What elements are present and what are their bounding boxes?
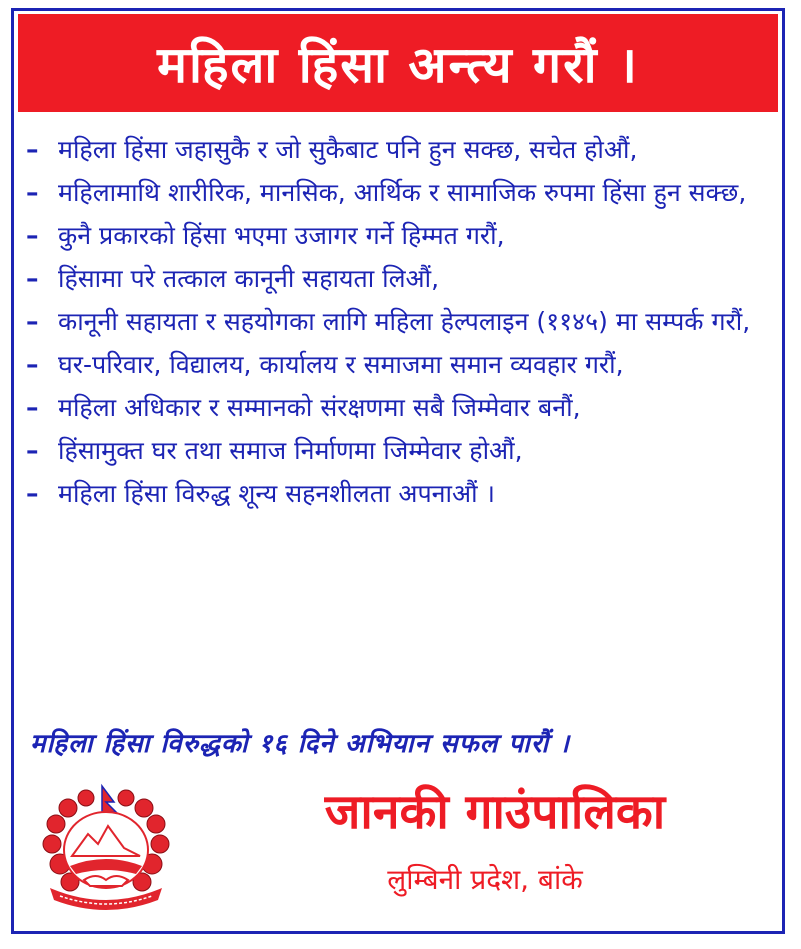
banner-title: महिला हिंसा अन्त्य गरौं । (157, 36, 639, 94)
nepal-emblem-icon (36, 782, 176, 912)
list-item-text: हिंसामा परे तत्काल कानूनी सहायता लिऔं, (58, 264, 440, 293)
title-banner (18, 14, 778, 112)
list-item (26, 472, 776, 515)
bullet-dash: – (26, 221, 39, 250)
bullet-dash: – (26, 479, 39, 508)
list-item (26, 429, 776, 472)
bullet-dash: – (26, 350, 39, 379)
list-item-text: महिला हिंसा जहासुकै र जो सुकैबाट पनि हुन सक्छ, सचेत होऔं, (58, 135, 638, 164)
list-item-text: महिला हिंसा विरुद्ध शून्य सहनशीलता अपनाऔं । (58, 479, 495, 508)
list-item (26, 171, 776, 214)
bullet-dash: – (26, 178, 39, 207)
list-item-text: महिलामाथि शारीरिक, मानसिक, आर्थिक र सामाजिक रुपमा हिंसा हुन सक्छ, (58, 178, 747, 207)
list-item-text: महिला अधिकार र सम्मानको संरक्षणमा सबै जिम्मेवार बनौं, (58, 393, 581, 422)
list-item-text: हिंसामुक्त घर तथा समाज निर्माणमा जिम्मेवार होऔं, (58, 436, 523, 465)
list-item-text: घर-परिवार, विद्यालय, कार्यालय र समाजमा समान व्यवहार गरौं, (58, 350, 624, 379)
bullet-dash: – (26, 393, 39, 422)
list-item-text: कानूनी सहायता र सहयोगका लागि महिला हेल्पलाइन (११४५) मा सम्पर्क गरौं, (58, 307, 751, 336)
list-item (26, 300, 776, 343)
organization-name: जानकी गाउंपालिका (324, 784, 666, 840)
list-item (26, 214, 776, 257)
bullet-dash: – (26, 436, 39, 465)
campaign-tagline: महिला हिंसा विरुद्धको १६ दिने अभियान सफल पारौं । (30, 729, 571, 759)
organization-location: लुम्बिनी प्रदेश, बांके (387, 863, 583, 896)
list-item-text: कुनै प्रकारको हिंसा भएमा उजागर गर्ने हिम्मत गरौं, (58, 221, 505, 250)
list-item (26, 128, 776, 171)
list-item (26, 386, 776, 429)
message-list (26, 128, 776, 515)
bullet-dash: – (26, 264, 39, 293)
list-item (26, 343, 776, 386)
bullet-dash: – (26, 135, 39, 164)
list-item (26, 257, 776, 300)
bullet-dash: – (26, 307, 39, 336)
